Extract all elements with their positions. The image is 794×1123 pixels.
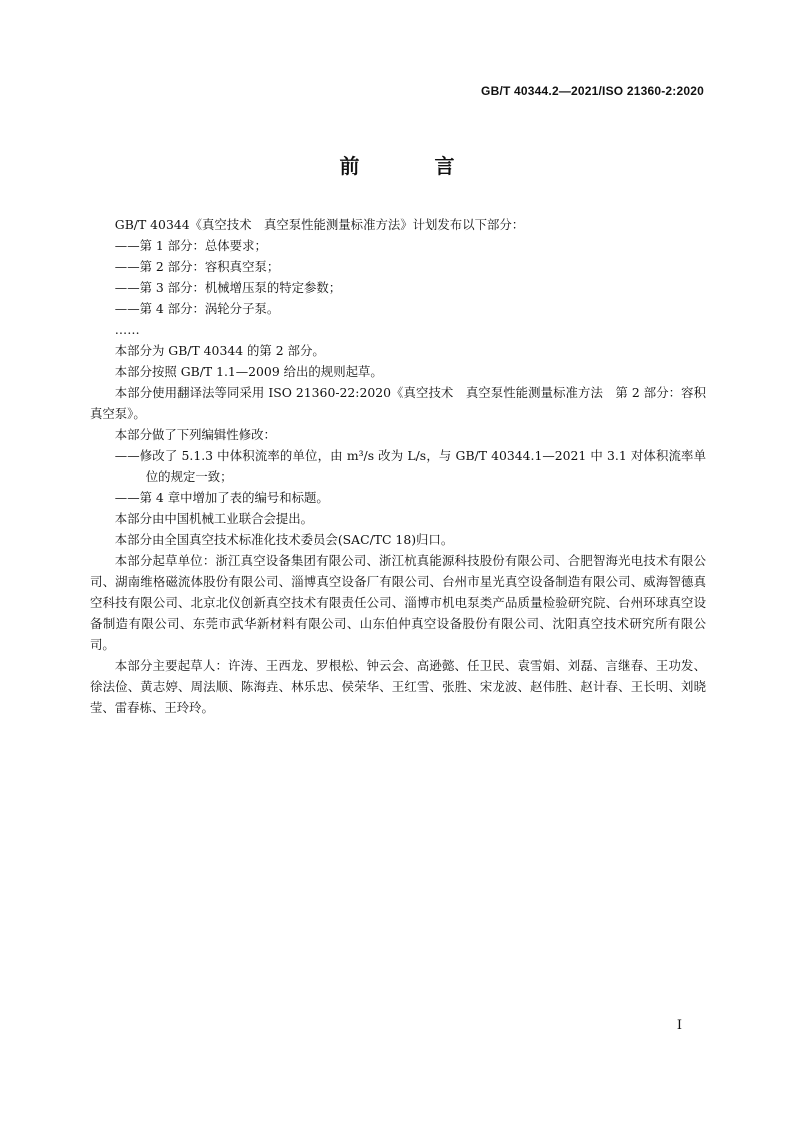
- para-drafters: 本部分主要起草人：许涛、王西龙、罗根松、钟云会、高逊懿、任卫民、袁雪娟、刘磊、言继春、王功发、徐法俭、黄志婷、周法顺、陈海垚、林乐忠、侯荣华、王红雪、张胜、宋龙波、赵伟胜、赵计春、王长明、刘晓莹、雷春栋、王玲玲。: [90, 658, 706, 715]
- foreword-body: [90, 214, 706, 718]
- para-committee: 本部分由全国真空技术标准化技术委员会(SAC/TC 18)归口。: [114, 532, 454, 547]
- para-part-number: 本部分为 GB/T 40344 的第 2 部分。: [114, 343, 325, 358]
- list-item-part-1: ——第 1 部分：总体要求；: [114, 238, 267, 253]
- page-title: 前 言: [339, 154, 489, 178]
- list-item-part-2: ——第 2 部分：容积真空泵；: [114, 259, 280, 274]
- list-item-part-4: ——第 4 部分：涡轮分子泵。: [114, 301, 280, 316]
- para-drafting-rules: 本部分按照 GB/T 1.1—2009 给出的规则起草。: [114, 364, 383, 379]
- para-drafting-units: 本部分起草单位：浙江真空设备集团有限公司、浙江杭真能源科技股份有限公司、合肥智海光电技术有限公司、湖南维格磁流体股份有限公司、淄博真空设备厂有限公司、台州市星光真空设备制造有限公司、威海智德真空科技有限公司、北京北仪创新真空技术有限责任公司、淄博市机电泵类产品质量检验研究院、台州环球真空设备制造有限公司、东莞市武华新材料有限公司、山东伯仲真空设备股份有限公司、沈阳真空技术研究所有限公司。: [90, 553, 706, 652]
- standard-code-header: GB/T 40344.2—2021/ISO 21360-2:2020: [481, 84, 704, 98]
- list-ellipsis: ……: [114, 322, 140, 337]
- list-item-edit-2: ——第 4 章中增加了表的编号和标题。: [114, 490, 329, 505]
- para-adoption: 本部分使用翻译法等同采用 ISO 21360-22:2020《真空技术 真空泵性能测量标准方法 第 2 部分：容积真空泵》。: [90, 385, 706, 421]
- list-item-edit-1: ——修改了 5.1.3 中体积流率的单位，由 m³/s 改为 L/s，与 GB/T 40344.1—2021 中 3.1 对体积流率单位的规定一致；: [114, 448, 706, 484]
- page-number: I: [676, 1018, 682, 1033]
- para-series-intro: GB/T 40344《真空技术 真空泵性能测量标准方法》计划发布以下部分：: [114, 217, 525, 232]
- para-editorial-intro: 本部分做了下列编辑性修改：: [114, 427, 276, 442]
- para-proposer: 本部分由中国机械工业联合会提出。: [114, 511, 314, 526]
- list-item-part-3: ——第 3 部分：机械增压泵的特定参数；: [114, 280, 342, 295]
